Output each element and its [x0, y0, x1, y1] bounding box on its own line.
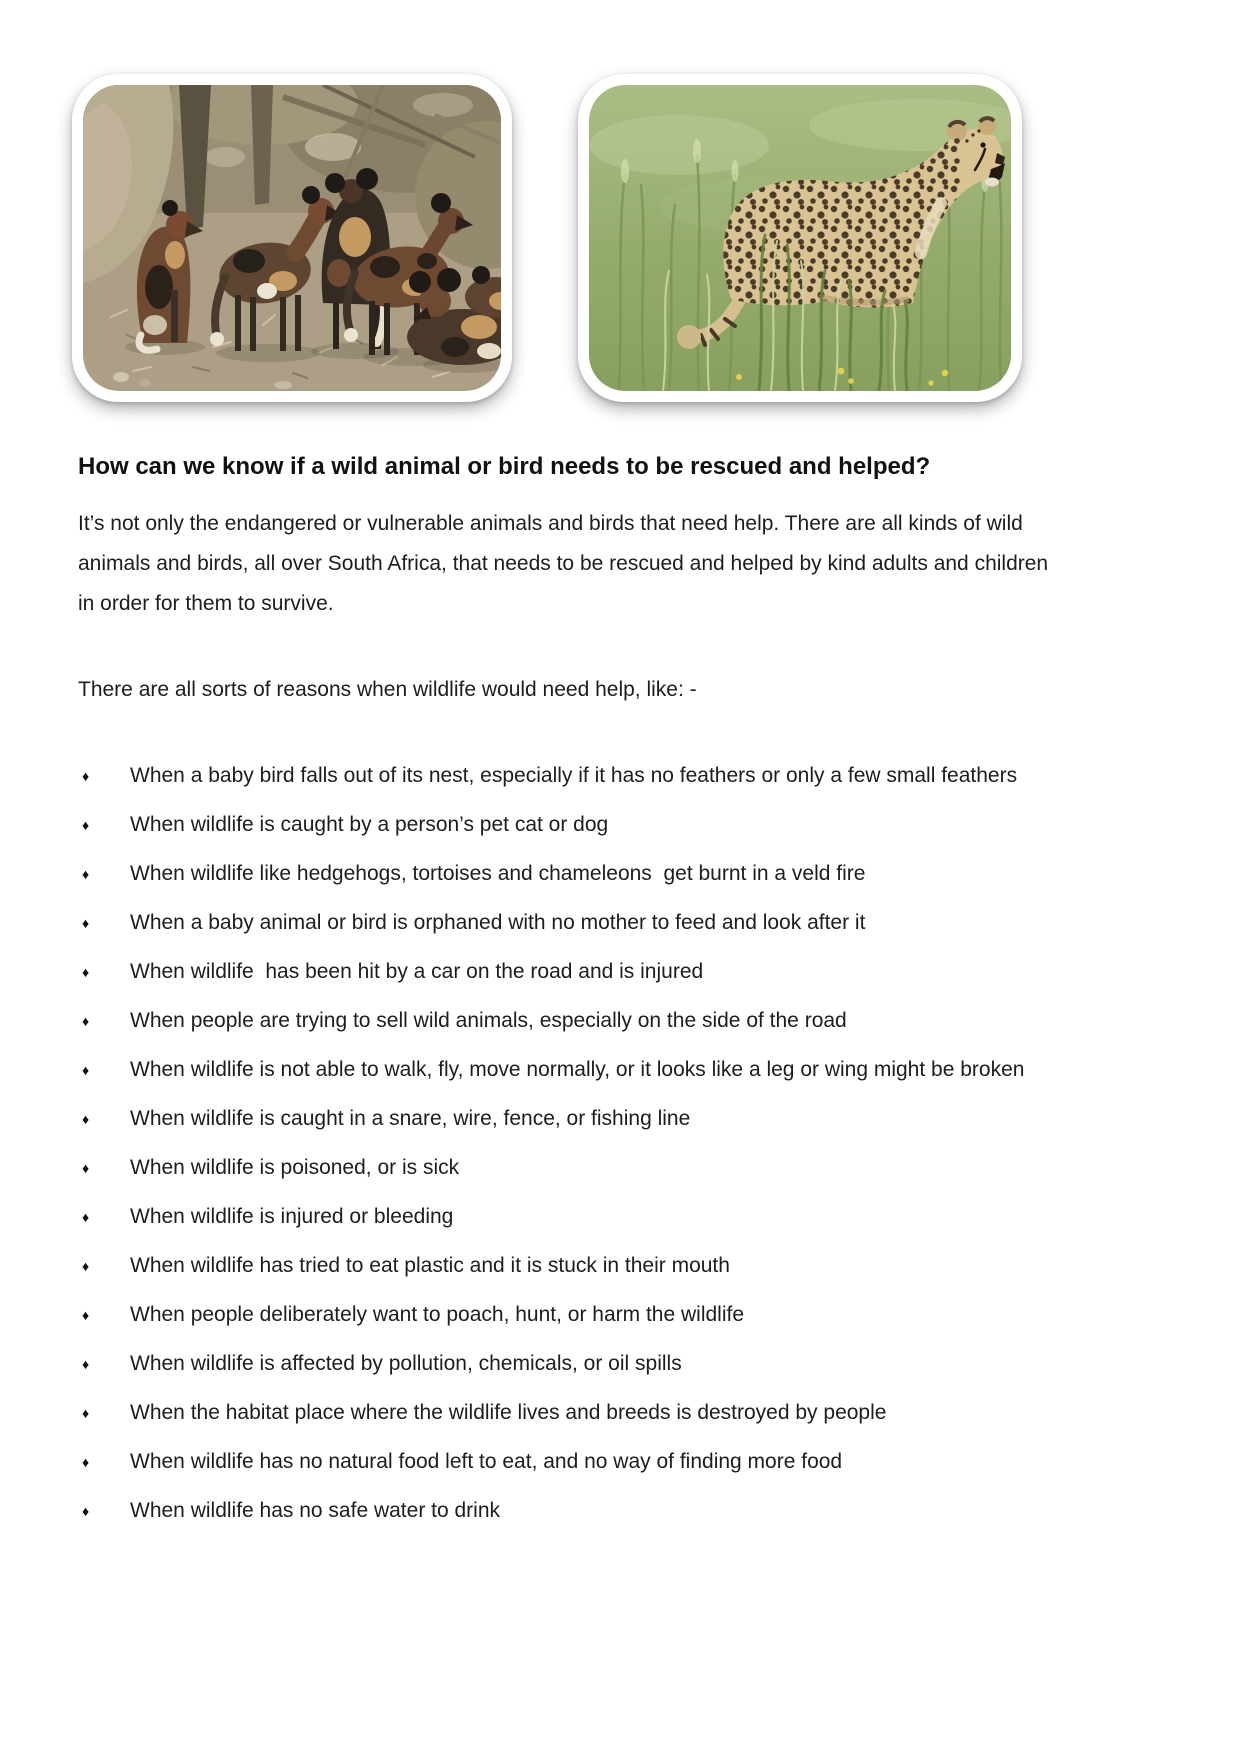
diamond-bullet-icon: ♦: [82, 1013, 90, 1029]
list-item: [78, 1254, 1170, 1303]
list-item: [78, 1499, 1170, 1548]
list-item: [78, 1303, 1170, 1352]
diamond-bullet-icon: ♦: [82, 1405, 90, 1421]
reasons-lead: There are all sorts of reasons when wildlife would need help, like: -: [78, 678, 697, 701]
wild-dogs-photo: [72, 74, 512, 402]
diamond-bullet-icon: ♦: [82, 1111, 90, 1127]
list-item: [78, 1352, 1170, 1401]
list-item: [78, 960, 1170, 1009]
list-item-text: When people are trying to sell wild animals, especially on the side of the road: [130, 1009, 847, 1032]
diamond-bullet-icon: ♦: [82, 1258, 90, 1274]
list-item: [78, 1058, 1170, 1107]
list-item: [78, 862, 1170, 911]
document-content: [0, 452, 1240, 1548]
list-item-text: When a baby bird falls out of its nest, especially if it has no feathers or only a few small feathers: [130, 764, 1018, 787]
diamond-bullet-icon: ♦: [82, 1454, 90, 1470]
diamond-bullet-icon: ♦: [82, 964, 90, 980]
list-item-text: When wildlife is affected by pollution, chemicals, or oil spills: [130, 1352, 682, 1375]
diamond-bullet-icon: ♦: [82, 1307, 90, 1323]
reasons-list: [78, 764, 1170, 1548]
cheetah-photo-graphic: [589, 85, 1011, 391]
list-item-text: When wildlife is caught in a snare, wire, fence, or fishing line: [130, 1107, 691, 1130]
cheetah-photo-clip: [589, 85, 1011, 391]
list-item-text: When the habitat place where the wildlife lives and breeds is destroyed by people: [130, 1401, 887, 1424]
diamond-bullet-icon: ♦: [82, 1160, 90, 1176]
intro-line: It’s not only the endangered or vulnerable animals and birds that need help. There are all kinds of wild: [78, 512, 1023, 535]
list-item-text: When wildlife is poisoned, or is sick: [130, 1156, 460, 1179]
page-title: How can we know if a wild animal or bird needs to be rescued and helped?: [78, 453, 931, 480]
list-item: [78, 911, 1170, 960]
intro-line: in order for them to survive.: [78, 592, 334, 615]
list-item-text: When wildlife has no natural food left to eat, and no way of finding more food: [130, 1450, 843, 1473]
list-item-text: When wildlife like hedgehogs, tortoises and chameleons get burnt in a veld fire: [130, 862, 866, 885]
diamond-bullet-icon: ♦: [82, 1062, 90, 1078]
list-item-text: When wildlife is injured or bleeding: [130, 1205, 454, 1228]
list-item: [78, 1107, 1170, 1156]
diamond-bullet-icon: ♦: [82, 1356, 90, 1372]
list-item: [78, 1401, 1170, 1450]
intro-line: animals and birds, all over South Africa, that needs to be rescued and helped by kind adults and children: [78, 552, 1049, 575]
intro-paragraph: [78, 504, 1170, 624]
diamond-bullet-icon: ♦: [82, 1209, 90, 1225]
list-item-text: When people deliberately want to poach, hunt, or harm the wildlife: [130, 1303, 745, 1326]
wild-dogs-photo-clip: [83, 85, 501, 391]
list-item-text: When wildlife is caught by a person’s pet cat or dog: [130, 813, 609, 836]
cheetah-photo: [578, 74, 1022, 402]
list-item: [78, 1205, 1170, 1254]
diamond-bullet-icon: ♦: [82, 768, 90, 784]
diamond-bullet-icon: ♦: [82, 817, 90, 833]
diamond-bullet-icon: ♦: [82, 1503, 90, 1519]
list-item-text: When wildlife has no safe water to drink: [130, 1499, 501, 1522]
wild-dogs-photo-graphic: [83, 85, 501, 391]
list-item: [78, 764, 1170, 813]
list-item: [78, 1450, 1170, 1499]
list-item: [78, 1009, 1170, 1058]
list-item-text: When wildlife is not able to walk, fly, move normally, or it looks like a leg or wing might be broken: [130, 1058, 1025, 1081]
photos-row: [0, 0, 1240, 402]
diamond-bullet-icon: ♦: [82, 866, 90, 882]
list-item: [78, 1156, 1170, 1205]
diamond-bullet-icon: ♦: [82, 915, 90, 931]
list-item: [78, 813, 1170, 862]
list-item-text: When wildlife has tried to eat plastic and it is stuck in their mouth: [130, 1254, 730, 1277]
list-item-text: When a baby animal or bird is orphaned with no mother to feed and look after it: [130, 911, 866, 934]
list-item-text: When wildlife has been hit by a car on the road and is injured: [130, 960, 704, 983]
